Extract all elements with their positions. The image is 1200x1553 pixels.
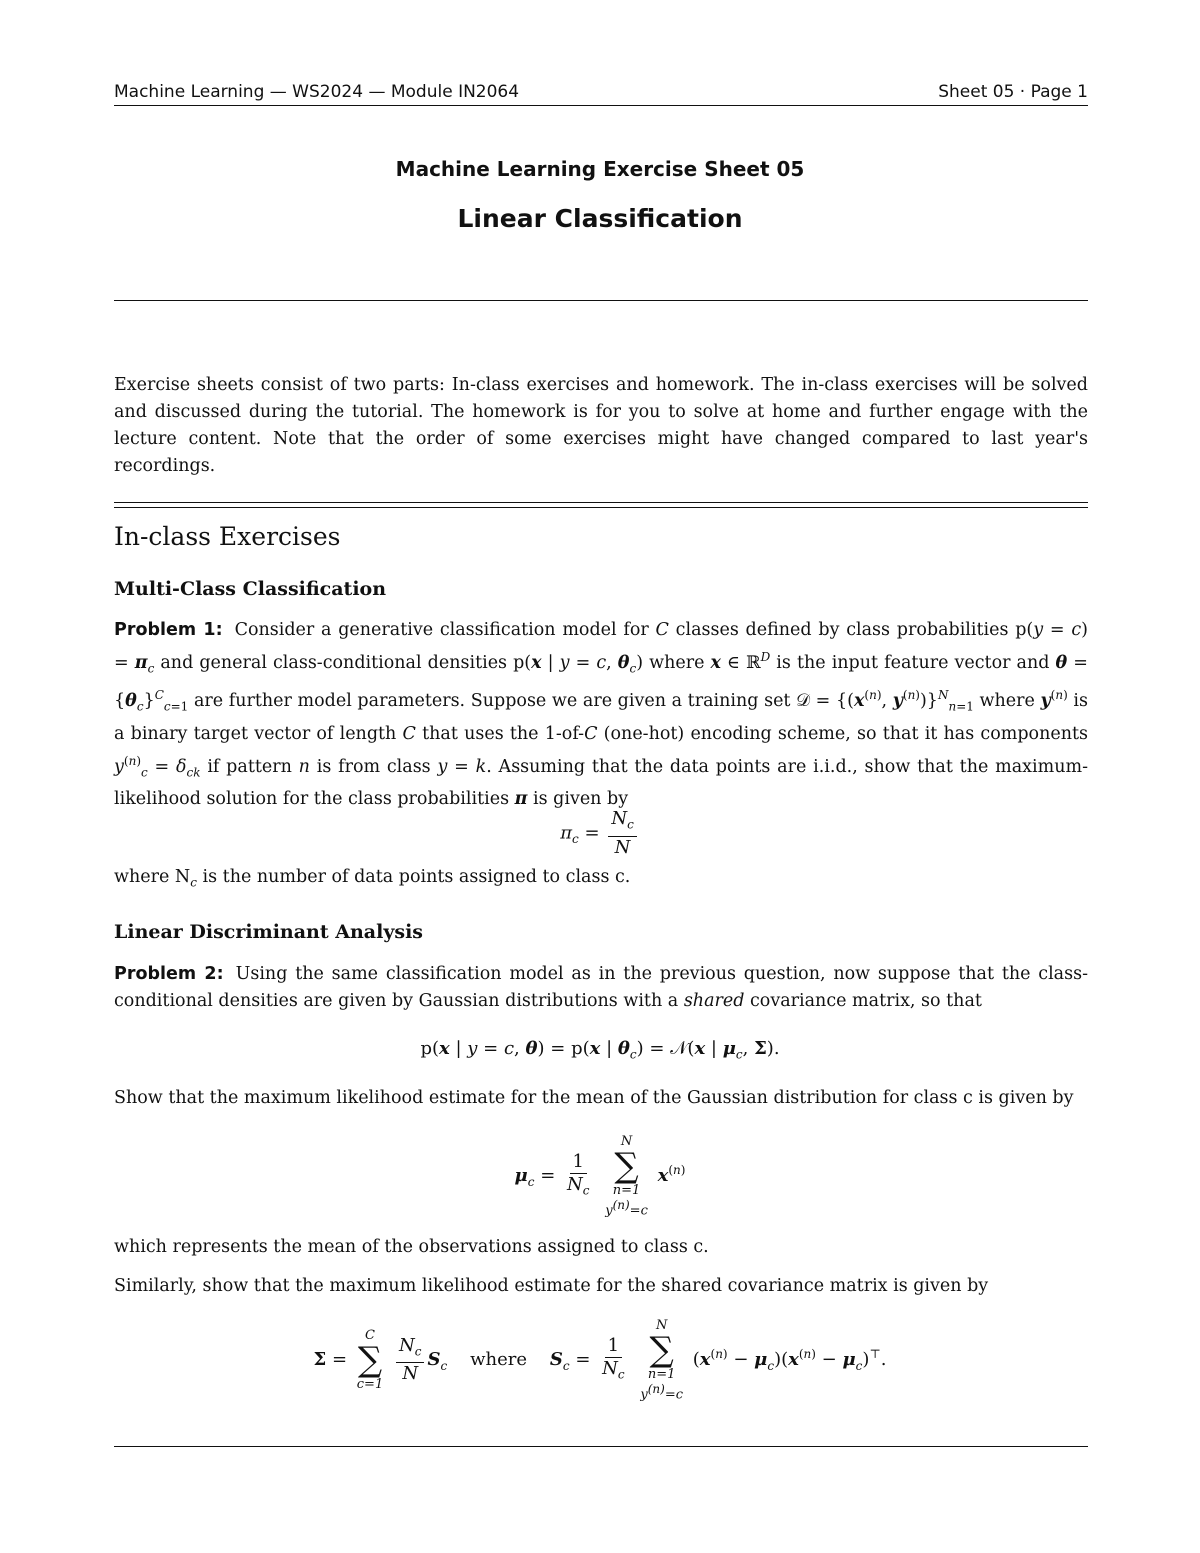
topic-title: Linear Classification xyxy=(457,204,743,233)
title-rule xyxy=(114,300,1088,301)
problem2-text: Problem 2: Using the same classification model as in the previous question, now suppose that the class-conditional densities are given by Gaussian distributions with a shared covariance matrix, so that xyxy=(114,964,1088,1011)
equation-sigma: Σ = C ∑ c=1 $\frac{N_c}{N}$ $S_c$ where $S_c$ = $\frac{1}{N_c}$ N ∑ n=1 $y^{(n)}=c$ $(x^{(n)} - \mu_c)(x^{(n)} - \mu_c)^⊤$. xyxy=(313,1318,887,1403)
equation-pi-c: $\pi_c$ = $\frac{N_c}{N}$ xyxy=(0,808,1200,859)
mean-intro: Show that the maximum likelihood estimate for the mean of the Gaussian distribution for class c is given by xyxy=(114,1088,1074,1108)
section-double-rule-top xyxy=(114,502,1088,503)
sheet-title: Machine Learning Exercise Sheet 05 xyxy=(395,157,805,181)
where-word: where xyxy=(470,1349,527,1371)
shared-emphasis: shared xyxy=(683,991,745,1011)
cov-intro: Similarly, show that the maximum likelihood estimate for the shared covariance matrix is given by xyxy=(114,1276,989,1296)
subsection-multi-class: Multi-Class Classification xyxy=(114,578,387,600)
subsection-lda: Linear Discriminant Analysis xyxy=(114,921,423,943)
equation-gaussian: p(x | y = c, θ) = p(x | $\theta_c$) = 𝒩(x | $\mu_c$, Σ). xyxy=(420,1038,780,1062)
problem1-label: Problem 1: xyxy=(114,620,223,640)
problem2-label: Problem 2: xyxy=(114,964,224,984)
section-double-rule-bottom xyxy=(114,507,1088,508)
intro-paragraph: Exercise sheets consist of two parts: In-class exercises and homework. The in-class exercises will be solved and discussed during the tutorial. The homework is for you to solve at home and further engage with the lecture content. Note that the order of some exercises might have changed compared to last year's recordings. xyxy=(114,375,1088,476)
header-right: Sheet 05 · Page 1 xyxy=(938,82,1088,102)
header-rule xyxy=(114,105,1088,106)
problem1-after: where $N_c$ is the number of data points assigned to class c. xyxy=(114,867,631,890)
problem1-text: Problem 1: Consider a generative classification model for C classes defined by class probabilities $p(y = c) = \pi_c$ and general class-conditional densities p(x | y = c, $\theta_c$) where x ∈ ℝ$^D$ is the input feature vector and $\theta = \{\theta_c\}^C_{c=1}$ are further model parameters. Suppose we are given a training set 𝒟 = {($x^{(n)}$, $y^{(n)})\}^N_{n=1}$ where $y^{(n)}$ is a binary target vector of length C that uses the 1-of-C (one-hot) encoding scheme, so that it has components $y^{(n)}_c = \delta_{ck}$ if pattern n is from class y = k. Assuming that the data points are i.i.d., show that the maximum-likelihood solution for the class probabilities π is given by xyxy=(114,620,1088,809)
header-left: Machine Learning — WS2024 — Module IN2064 xyxy=(114,82,520,102)
footer-rule xyxy=(114,1446,1088,1447)
mean-after: which represents the mean of the observations assigned to class c. xyxy=(114,1237,709,1257)
equation-mu-c: $\mu_c$ = $\frac{1}{N_c}$ N ∑ n=1 $y^{(n)}=c$ $x^{(n)}$ xyxy=(514,1134,686,1219)
section-heading: In-class Exercises xyxy=(114,522,341,551)
